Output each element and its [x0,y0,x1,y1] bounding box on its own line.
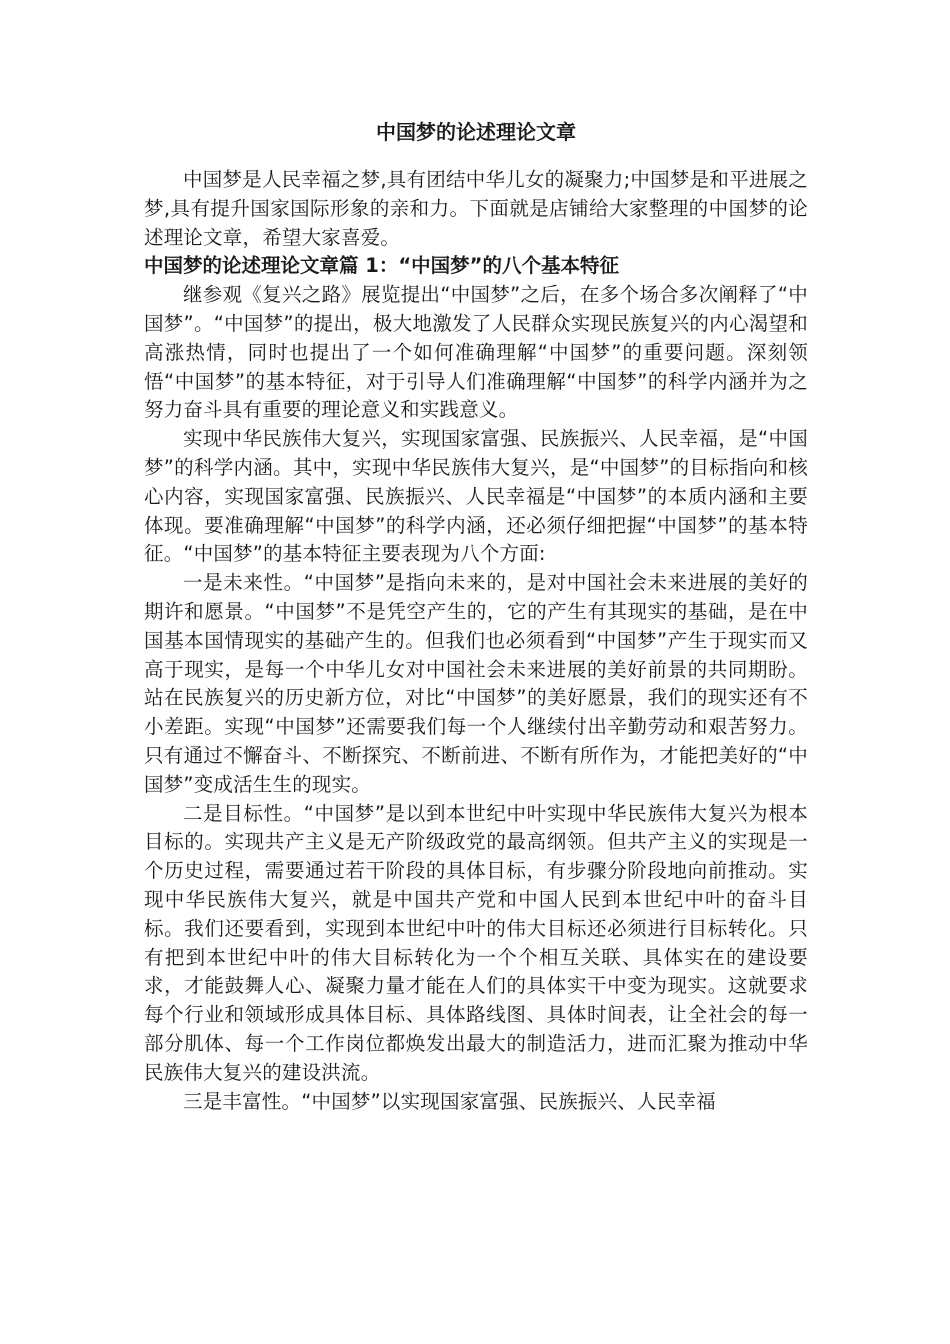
intro-paragraph: 中国梦是人民幸福之梦,具有团结中华儿女的凝聚力;中国梦是和平进展之梦,具有提升国家国际形象的亲和力。下面就是店铺给大家整理的中国梦的论述理论文章，希望大家喜爱。 [144,168,808,249]
body-paragraph-3: 一是未来性。“中国梦”是指向未来的，是对中国社会未来进展的美好的期许和愿景。“中国梦”不是凭空产生的，它的产生有其现实的基础，是在中国基本国情现实的基础产生的。但我们也必须看到“中国梦”产生于现实而又高于现实，是每一个中华儿女对中国社会未来进展的美好前景的共同期盼。站在民族复兴的历史新方位，对比“中国梦”的美好愿景，我们的现实还有不小差距。实现“中国梦”还需要我们每一个人继续付出辛勤劳动和艰苦努力。只有通过不懈奋斗、不断探究、不断前进、不断有所作为，才能把美好的“中国梦”变成活生生的现实。 [144,571,808,796]
body-paragraph-2: 实现中华民族伟大复兴，实现国家富强、民族振兴、人民幸福，是“中国梦”的科学内涵。其中，实现中华民族伟大复兴，是“中国梦”的目标指向和核心内容，实现国家富强、民族振兴、人民幸福是“中国梦”的本质内涵和主要体现。要准确理解“中国梦”的科学内涵，还必须仔细把握“中国梦”的基本特征。“中国梦”的基本特征主要表现为八个方面: [144,427,808,566]
body-paragraph-1: 继参观《复兴之路》展览提出“中国梦”之后，在多个场合多次阐释了“中国梦”。“中国梦”的提出，极大地激发了人民群众实现民族复兴的内心渴望和高涨热情，同时也提出了一个如何准确理解“中国梦”的重要问题。深刻领悟“中国梦”的基本特征，对于引导人们准确理解“中国梦”的科学内涵并为之努力奋斗具有重要的理论意义和实践意义。 [144,283,808,422]
body-paragraph-4: 二是目标性。“中国梦”是以到本世纪中叶实现中华民族伟大复兴为根本目标的。实现共产主义是无产阶级政党的最高纲领。但共产主义的实现是一个历史过程，需要通过若干阶段的具体目标，有步骤分阶段地向前推动。实现中华民族伟大复兴，就是中国共产党和中国人民到本世纪中叶的奋斗目标。我们还要看到，实现到本世纪中叶的伟大目标还必须进行目标转化。只有把到本世纪中叶的伟大目标转化为一个个相互关联、具体实在的建设要求，才能鼓舞人心、凝聚力量才能在人们的具体实干中变为现实。这就要求每个行业和领域形成具体目标、具体路线图、具体时间表，让全社会的每一部分肌体、每一个工作岗位都焕发出最大的制造活力，进而汇聚为推动中华民族伟大复兴的建设洪流。 [144,801,808,1084]
section-heading: 中国梦的论述理论文章篇 1：“中国梦”的八个基本特征 [144,254,619,278]
body-paragraph-5: 三是丰富性。“中国梦”以实现国家富强、民族振兴、人民幸福 [183,1089,716,1113]
document-page [144,114,808,1116]
document-title: 中国梦的论述理论文章 [376,120,576,144]
